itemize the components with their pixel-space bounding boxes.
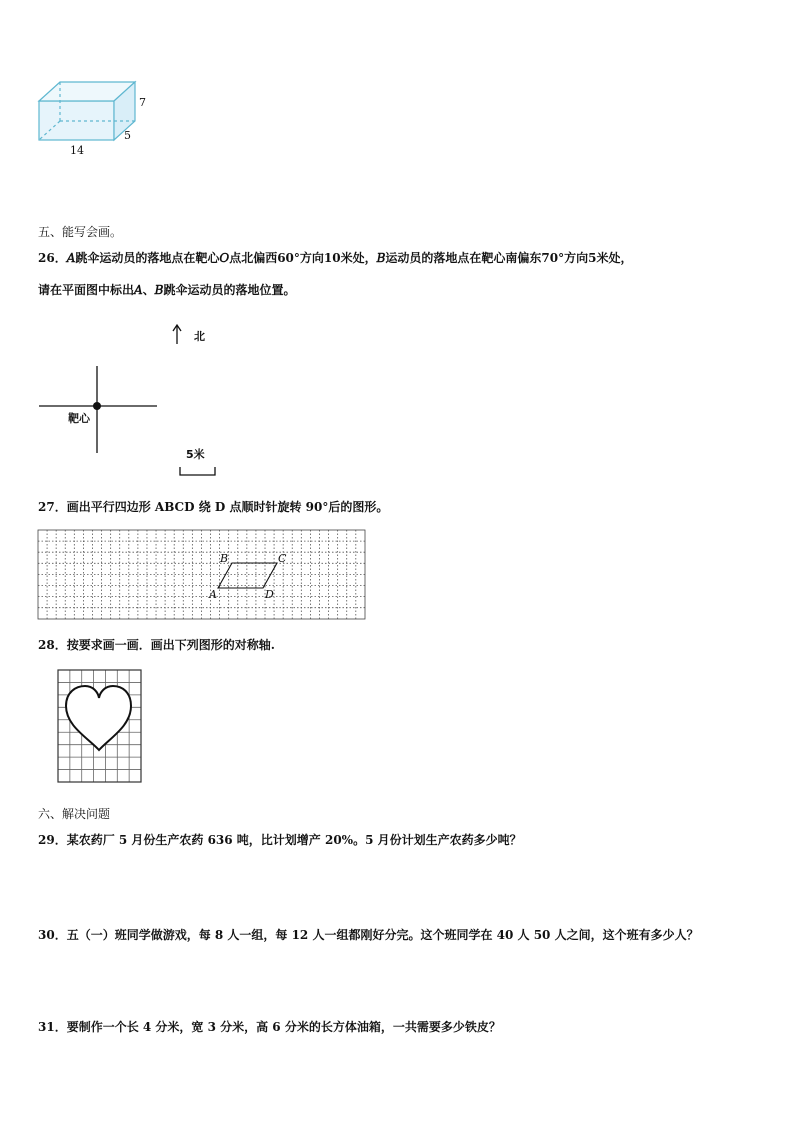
q30-text: 30．五（一）班同学做游戏，每 8 人一组，每 12 人一组都刚好分完。这个班同学在 40 人 50 人之间，这个班有多少人？ xyxy=(38,928,699,942)
scale-label: 5米 xyxy=(186,448,205,461)
cuboid-height-label: 7 xyxy=(139,96,146,109)
heart-shape xyxy=(66,686,131,750)
vertex-b-label: B xyxy=(220,552,229,565)
q26-text-line2: 请在平面图中标出𝐴、𝐵跳伞运动员的落地位置。 xyxy=(38,283,296,297)
vertex-d-label: D xyxy=(265,588,274,601)
q29-text: 29．某农药厂 5 月份生产农药 636 吨，比计划增产 20%。5 月份计划生产农药多少吨？ xyxy=(38,833,522,847)
vertex-c-label: C xyxy=(278,552,287,565)
cuboid-depth-label: 5 xyxy=(124,129,131,142)
q28-text: 28．按要求画一画．画出下列图形的对称轴. xyxy=(38,638,275,652)
q31-text: 31．要制作一个长 4 分米，宽 3 分米，高 6 分米的长方体油箱，一共需要多少铁皮？ xyxy=(38,1020,501,1034)
vertex-a-label: A xyxy=(209,588,217,601)
north-label: 北 xyxy=(194,330,205,343)
q27-text: 27．画出平行四边形 ABCD 绕 D 点顺时针旋转 90°后的图形。 xyxy=(38,500,389,514)
section-six-heading: 六、解决问题 xyxy=(38,807,111,821)
target-center-label: 靶心 xyxy=(68,412,90,425)
cuboid-length-label: 14 xyxy=(70,144,84,157)
q26-text-line1: 26．𝐴跳伞运动员的落地点在靶心𝑂点北偏西60°方向10米处，𝐵运动员的落地点在靶心南偏东70°方向5米处， xyxy=(38,251,633,265)
section-five-heading: 五、能写会画。 xyxy=(38,225,123,239)
